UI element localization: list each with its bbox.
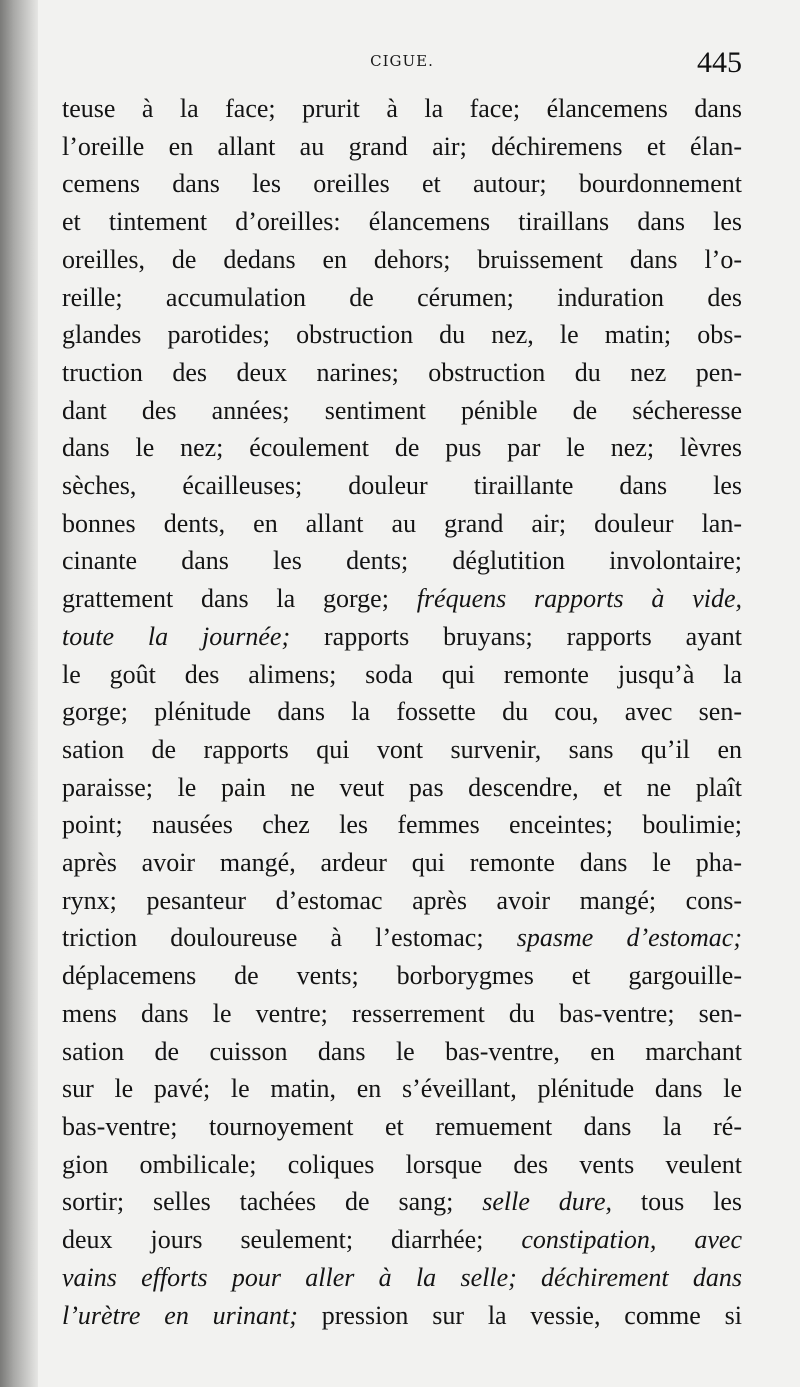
- page-number: 445: [697, 46, 742, 79]
- italic-text-segment: constipation, avec: [521, 1225, 742, 1255]
- text-segment: teuse à la face; prurit à la face; élancemens dans: [62, 94, 742, 123]
- text-line: [62, 844, 742, 882]
- text-segment: et tintement d’oreilles: élancemens tiraillans dans les: [62, 207, 742, 237]
- text-segment: gorge; plénitude dans la fossette du cou, avec sen-: [62, 697, 742, 727]
- running-title: CIGUE.: [370, 52, 434, 70]
- text-segment: rapports bruyans; rapports ayant: [290, 621, 742, 651]
- text-segment: oreilles, de dedans en dehors; bruissement dans l’o-: [62, 244, 742, 274]
- text-segment: après avoir mangé, ardeur qui remonte dans le pha-: [62, 848, 742, 878]
- text-line: [62, 995, 742, 1033]
- text-line: [62, 128, 742, 166]
- text-segment: sation de rapports qui vont survenir, sans qu’il en: [62, 734, 742, 764]
- text-line: [62, 542, 742, 580]
- text-segment: glandes parotides; obstruction du nez, le matin; obs-: [62, 320, 742, 350]
- text-line: [62, 580, 742, 618]
- italic-text-segment: fréquens rapports à vide,: [416, 584, 743, 614]
- text-segment: déplacemens de vents; borborygmes et gargouille-: [62, 961, 742, 991]
- text-line: [62, 693, 742, 731]
- text-segment: sur le pavé; le matin, en s’éveillant, plénitude dans le: [62, 1074, 742, 1104]
- text-line: [62, 429, 742, 467]
- text-segment: l’oreille en allant au grand air; déchiremens et élan-: [62, 131, 742, 161]
- text-segment: le goût des alimens; soda qui remonte jusqu’à la: [62, 659, 742, 689]
- page-header: [62, 46, 742, 86]
- text-line: [62, 1297, 742, 1335]
- text-line: [62, 354, 742, 392]
- text-segment: gion ombilicale; coliques lorsque des vents veulent: [62, 1149, 742, 1179]
- text-line: [62, 165, 742, 203]
- text-line: [62, 769, 742, 807]
- text-segment: rynx; pesanteur d’estomac après avoir mangé; cons-: [62, 885, 742, 915]
- text-line: [62, 1146, 742, 1184]
- italic-text-segment: toute la journée;: [62, 621, 291, 651]
- text-segment: bonnes dents, en allant au grand air; douleur lan-: [62, 508, 742, 538]
- text-segment: sation de cuisson dans le bas-ventre, en marchant: [62, 1036, 742, 1066]
- text-line: [62, 1033, 742, 1071]
- text-segment: reille; accumulation de cérumen; induration des: [62, 282, 742, 312]
- body-text: [62, 90, 742, 1334]
- text-line: [62, 1259, 742, 1297]
- text-segment: bas-ventre; tournoyement et remuement dans la ré-: [62, 1111, 742, 1141]
- text-segment: cinante dans les dents; déglutition involontaire;: [62, 546, 742, 576]
- text-line: [62, 203, 742, 241]
- text-line: [62, 656, 742, 694]
- text-line: [62, 241, 742, 279]
- text-segment: pression sur la vessie, comme si: [297, 1300, 742, 1330]
- text-segment: dant des années; sentiment pénible de sécheresse: [62, 395, 742, 425]
- text-segment: paraisse; le pain ne veut pas descendre, et ne plaît: [62, 772, 742, 802]
- text-line: [62, 731, 742, 769]
- text-segment: sèches, écailleuses; douleur tiraillante dans les: [62, 471, 742, 501]
- text-segment: triction douloureuse à l’estomac;: [62, 923, 517, 953]
- text-line: [62, 1183, 742, 1221]
- text-segment: truction des deux narines; obstruction du nez pen-: [62, 357, 742, 387]
- italic-text-segment: vains efforts pour aller à la selle; déchirement dans: [62, 1262, 742, 1292]
- text-line: [62, 618, 742, 656]
- text-line: [62, 279, 742, 317]
- text-line: [62, 957, 742, 995]
- text-line: [62, 882, 742, 920]
- text-segment: grattement dans la gorge;: [62, 584, 417, 614]
- text-line: [62, 1070, 742, 1108]
- text-line: [62, 919, 742, 957]
- text-line: [62, 1221, 742, 1259]
- text-line: [62, 806, 742, 844]
- text-segment: mens dans le ventre; resserrement du bas-ventre; sen-: [62, 998, 742, 1028]
- text-segment: deux jours seulement; diarrhée;: [62, 1225, 522, 1255]
- text-line: [62, 505, 742, 543]
- text-segment: tous les: [611, 1187, 742, 1217]
- text-segment: cemens dans les oreilles et autour; bourdonnement: [62, 169, 742, 199]
- text-segment: sortir; selles tachées de sang;: [62, 1187, 483, 1217]
- italic-text-segment: selle dure,: [482, 1187, 612, 1217]
- text-segment: dans le nez; écoulement de pus par le nez; lèvres: [62, 433, 742, 463]
- text-line: [62, 392, 742, 430]
- italic-text-segment: spasme d’estomac;: [516, 923, 742, 953]
- text-line: [62, 90, 742, 128]
- text-line: [62, 316, 742, 354]
- text-line: [62, 467, 742, 505]
- italic-text-segment: l’urètre en urinant;: [62, 1300, 298, 1330]
- text-segment: point; nausées chez les femmes enceintes; boulimie;: [62, 810, 742, 840]
- text-line: [62, 1108, 742, 1146]
